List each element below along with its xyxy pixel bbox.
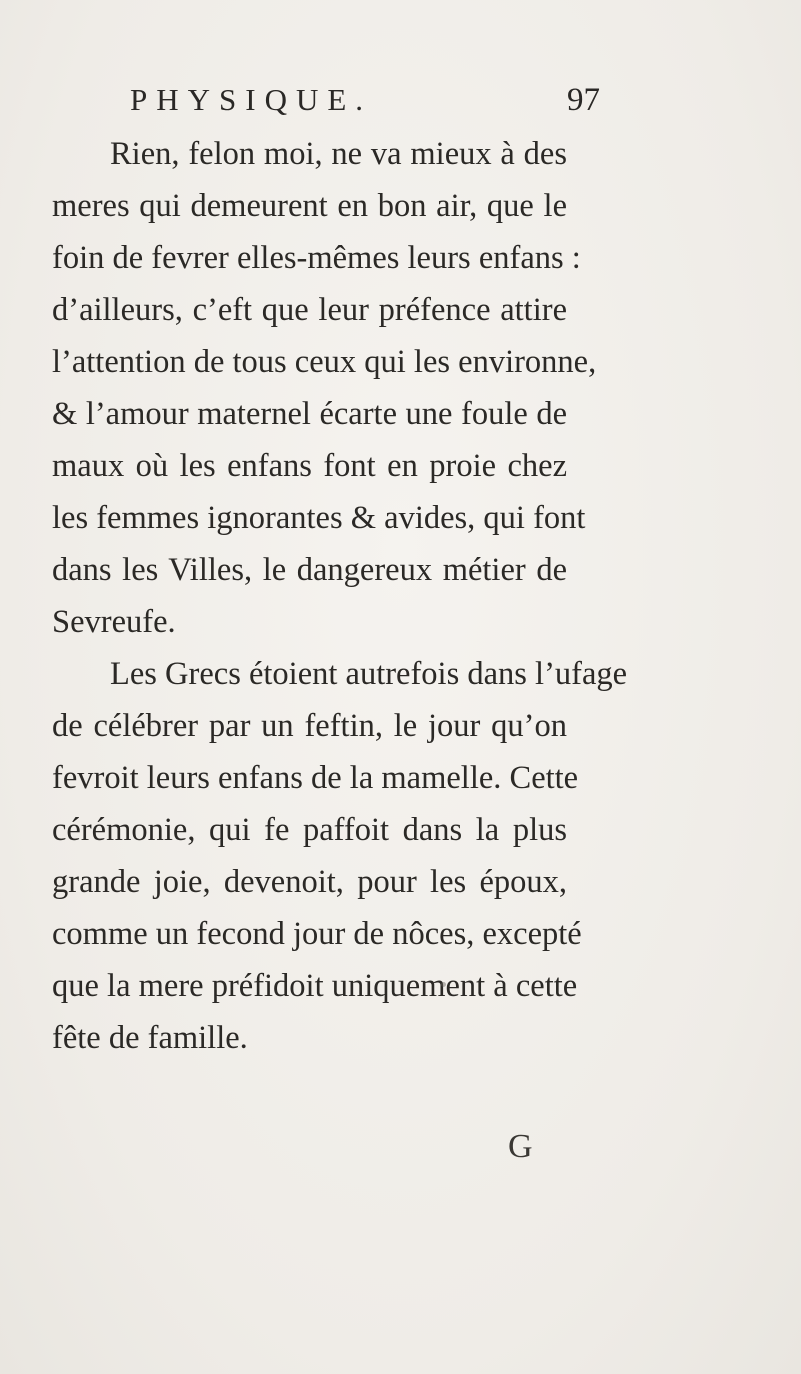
- text-line: fevroit leurs enfans de la mamelle. Cette: [52, 760, 579, 796]
- text-line: cérémonie, qui fe paffoit dans la plus: [52, 812, 567, 848]
- text-line: que la mere préfidoit uniquement à cette: [52, 968, 578, 1004]
- text-line: dans les Villes, le dangereux métier de: [52, 552, 567, 588]
- text-line: d’ailleurs, c’eft que leur préfence attire: [52, 292, 567, 328]
- running-head: PHYSIQUE.: [130, 82, 373, 117]
- text-line: Sevreufe.: [52, 604, 176, 640]
- text-line: meres qui demeurent en bon air, que le: [52, 188, 567, 224]
- text-line: de célébrer par un feftin, le jour qu’on: [52, 708, 567, 744]
- paper-speck: [86, 940, 89, 943]
- text-line: foin de fevrer elles-mêmes leurs enfans :: [52, 240, 581, 276]
- text-line: & l’amour maternel écarte une foule de: [52, 396, 567, 432]
- body-text: [52, 128, 628, 1064]
- paper-speck: [441, 982, 446, 987]
- text-line: comme un fecond jour de nôces, excepté: [52, 916, 582, 952]
- text-line: grande joie, devenoit, pour les époux,: [52, 864, 567, 900]
- text-line: fête de famille.: [52, 1020, 248, 1056]
- text-line: maux où les enfans font en proie chez: [52, 448, 567, 484]
- text-line: l’attention de tous ceux qui les environne,: [52, 344, 597, 380]
- page-header: [130, 82, 600, 132]
- text-line: Rien, felon moi, ne va mieux à des: [110, 136, 567, 172]
- page-number: 97: [567, 82, 600, 118]
- signature-mark: G: [508, 1128, 533, 1165]
- text-line: Les Grecs étoient autrefois dans l’ufage: [110, 656, 628, 692]
- text-line: les femmes ignorantes & avides, qui font: [52, 500, 586, 536]
